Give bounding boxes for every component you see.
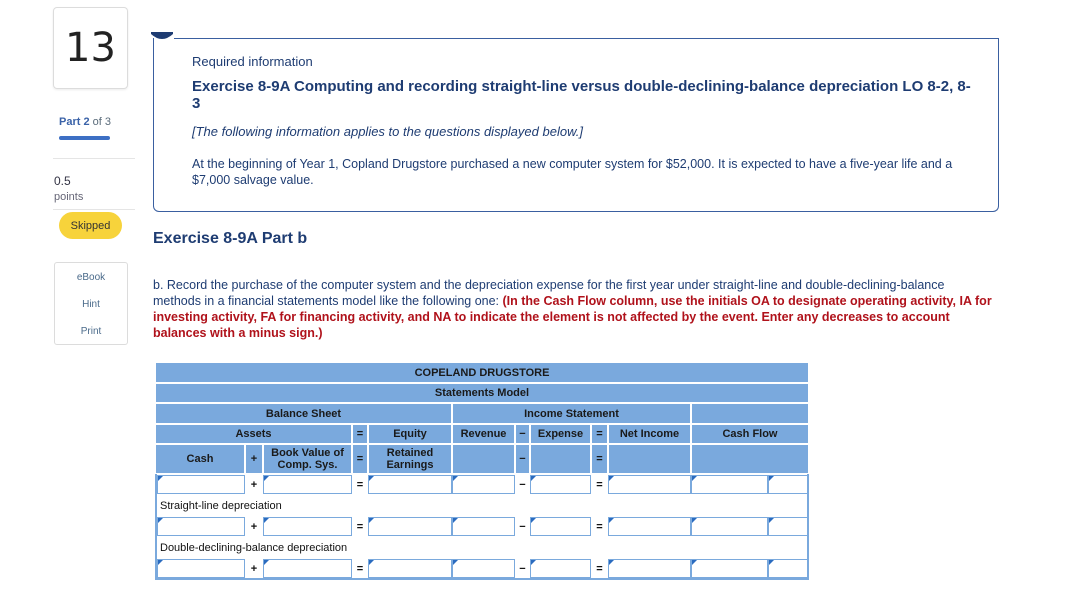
- instructions: [153, 277, 993, 341]
- minus-sign: −: [519, 520, 526, 533]
- tools-panel: [54, 262, 128, 345]
- net-income-input[interactable]: [608, 475, 691, 494]
- expense-input[interactable]: [530, 517, 591, 536]
- minus-sign: −: [515, 444, 530, 474]
- minus-sign: −: [519, 562, 526, 575]
- minus-sign: −: [515, 424, 530, 444]
- part-heading: Exercise 8-9A Part b: [153, 230, 308, 247]
- expense-header: Expense: [530, 424, 591, 444]
- book-value-input[interactable]: [263, 517, 352, 536]
- cash-input[interactable]: [157, 475, 245, 494]
- divider: [53, 209, 135, 210]
- cash-flow-activity-input[interactable]: [768, 559, 809, 578]
- retained-earnings-header: Retained Earnings: [368, 444, 452, 474]
- equals-sign: =: [591, 444, 608, 474]
- instructions-emphasis: (In the Cash Flow column, use the initials OA to designate operating activity, IA for investing activity, FA for financing activity, and NA to indicate the element is not affected by the event. Enter any decreases to account balances with a minus sign.): [153, 294, 992, 340]
- equals-sign: =: [591, 424, 608, 444]
- net-income-input[interactable]: [608, 559, 691, 578]
- cash-input[interactable]: [157, 517, 245, 536]
- net-income-header: Net Income: [608, 424, 691, 444]
- retained-earnings-input[interactable]: [368, 517, 452, 536]
- cash-flow-subheader: [691, 444, 809, 474]
- expense-subheader: [530, 444, 591, 474]
- retained-earnings-input[interactable]: [368, 475, 452, 494]
- status-badge: Skipped: [59, 212, 122, 239]
- row-label-double-declining: Double-declining-balance depreciation: [160, 542, 348, 554]
- income-statement-header: Income Statement: [452, 403, 691, 424]
- revenue-input[interactable]: [452, 517, 515, 536]
- revenue-input[interactable]: [452, 475, 515, 494]
- retained-earnings-input[interactable]: [368, 559, 452, 578]
- expense-input[interactable]: [530, 559, 591, 578]
- cash-header: Cash: [155, 444, 245, 474]
- print-link[interactable]: Print: [80, 326, 102, 337]
- book-value-input[interactable]: [263, 475, 352, 494]
- points-label: points: [54, 191, 84, 203]
- revenue-header: Revenue: [452, 424, 515, 444]
- equals-sign: =: [352, 424, 368, 444]
- assets-header: Assets: [155, 424, 352, 444]
- book-value-header: Book Value of Comp. Sys.: [263, 444, 352, 474]
- table-left-border: [155, 474, 157, 580]
- equals-sign: =: [596, 520, 603, 533]
- required-info-label: Required information: [192, 54, 313, 69]
- question-number: 13: [53, 7, 128, 89]
- balance-sheet-header: Balance Sheet: [155, 403, 452, 424]
- table-right-border: [807, 474, 809, 580]
- part-of: of 3: [92, 116, 112, 128]
- points-value: 0.5: [54, 174, 71, 188]
- plus-sign: +: [250, 478, 258, 491]
- divider: [53, 158, 135, 159]
- equals-sign: =: [596, 562, 603, 575]
- table-bottom-border: [155, 578, 809, 580]
- equals-sign: =: [356, 478, 364, 491]
- info-description: At the beginning of Year 1, Copland Drugstore purchased a new computer system for $52,000. It is expected to have a five-year life and a $7,000 salvage value.: [192, 157, 953, 187]
- cash-flow-amount-input[interactable]: [691, 475, 768, 494]
- info-note: [The following information applies to the questions displayed below.]: [192, 124, 583, 139]
- plus-sign: +: [245, 444, 263, 474]
- revenue-subheader: [452, 444, 515, 474]
- exercise-title: Exercise 8-9A Computing and recording straight-line versus double-declining-balance depreciation LO 8-2, 8-3: [192, 78, 971, 112]
- blank-header: [691, 403, 809, 424]
- row-label-straight-line: Straight-line depreciation: [160, 500, 282, 512]
- instructions-text: b. Record the purchase of the computer system and the depreciation expense for the first year under straight-line and double-declining-balance methods in a financial statements model like the following one:: [153, 278, 945, 308]
- expense-input[interactable]: [530, 475, 591, 494]
- book-value-input[interactable]: [263, 559, 352, 578]
- equals-sign: =: [356, 520, 364, 533]
- plus-sign: +: [250, 562, 258, 575]
- cash-flow-header: Cash Flow: [691, 424, 809, 444]
- part-indicator: [59, 116, 111, 128]
- cash-flow-amount-input[interactable]: [691, 517, 768, 536]
- equals-sign: =: [596, 478, 603, 491]
- net-income-input[interactable]: [608, 517, 691, 536]
- part-progress-bar: [59, 136, 110, 140]
- hint-link[interactable]: Hint: [82, 299, 100, 310]
- equals-sign: =: [356, 562, 364, 575]
- cash-input[interactable]: [157, 559, 245, 578]
- equity-header: Equity: [368, 424, 452, 444]
- cash-flow-amount-input[interactable]: [691, 559, 768, 578]
- net-income-subheader: [608, 444, 691, 474]
- part-number: 2: [83, 116, 90, 128]
- statement-model-subtitle: Statements Model: [155, 383, 809, 403]
- company-name: COPELAND DRUGSTORE: [155, 362, 809, 383]
- minus-sign: −: [519, 478, 526, 491]
- plus-sign: +: [250, 520, 258, 533]
- ebook-link[interactable]: eBook: [76, 272, 106, 283]
- cash-flow-activity-input[interactable]: [768, 475, 809, 494]
- revenue-input[interactable]: [452, 559, 515, 578]
- cash-flow-activity-input[interactable]: [768, 517, 809, 536]
- part-prefix: Part: [59, 116, 81, 128]
- equals-sign: =: [352, 444, 368, 474]
